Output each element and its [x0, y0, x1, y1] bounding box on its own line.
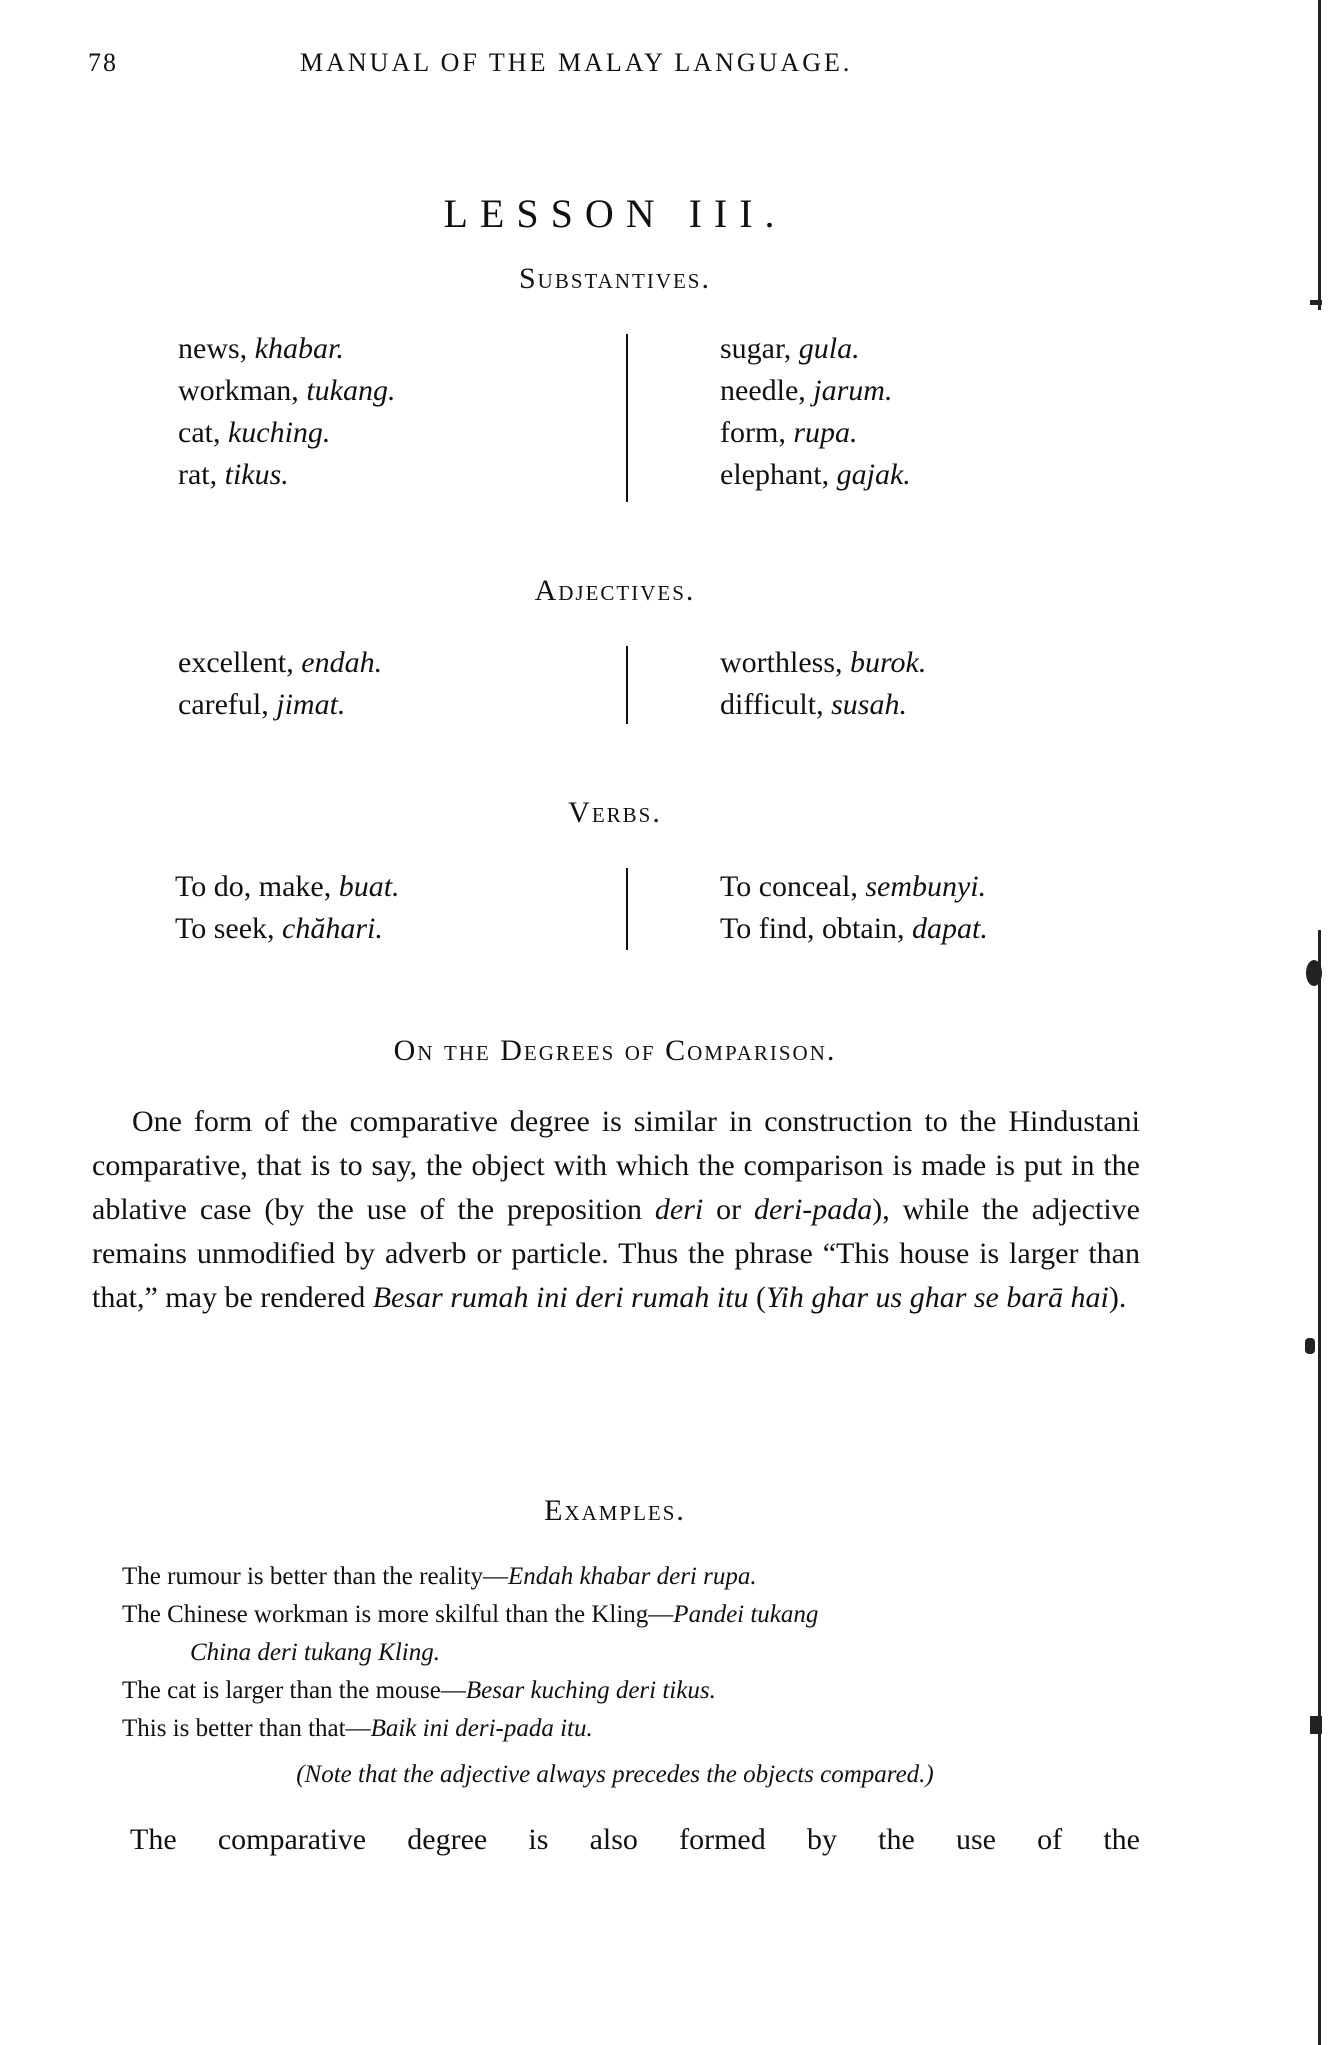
edge-mark	[1310, 300, 1322, 305]
malay-word: gajak.	[836, 458, 911, 491]
malay-word: gula.	[798, 332, 860, 365]
vocab-item	[720, 412, 911, 454]
malay-word: chăhari.	[282, 912, 383, 945]
english-word: worthless,	[720, 646, 850, 679]
example-line	[122, 1558, 818, 1596]
example-english: This is better than that—	[122, 1715, 371, 1742]
english-word: elephant,	[720, 458, 837, 491]
example-line	[122, 1710, 818, 1748]
comparison-paragraph: One form of the comparative degree is similar in construction to the Hindustani comparative, that is to say, the object with which the comparison is made is put in the ablative case (by the use of the preposition deri or deri-pada), while the adjective remains unmodified by adverb or particle. Thus the phrase “This house is larger than that,” may be rendered Besar rumah ini deri rumah itu (Yih ghar us ghar se barā hai).	[92, 1105, 1140, 1314]
italic-term: Yih ghar us ghar se barā hai	[766, 1281, 1109, 1314]
example-malay: Baik ini deri-pada itu.	[370, 1715, 593, 1742]
examples-note: (Note that the adjective always precedes the objects compared.)	[296, 1761, 934, 1788]
malay-word: jimat.	[276, 688, 346, 721]
examples-heading: Examples.	[544, 1494, 686, 1527]
substantives-left-list	[178, 328, 395, 496]
verbs-left-list	[175, 866, 400, 950]
vocab-item	[175, 866, 400, 908]
vocab-item	[720, 642, 926, 684]
example-line	[122, 1596, 818, 1634]
edge-mark	[1310, 1716, 1322, 1734]
column-divider	[626, 334, 628, 502]
vocab-item	[720, 328, 911, 370]
english-word: To find, obtain,	[720, 912, 913, 945]
italic-term: deri-pada	[753, 1193, 873, 1226]
malay-word: endah.	[301, 646, 383, 679]
malay-word: kuching.	[227, 416, 331, 449]
vocab-item	[178, 642, 382, 684]
page-edge-line	[1318, 0, 1321, 310]
english-word: To seek,	[175, 912, 283, 945]
english-word: news,	[178, 332, 255, 365]
adjectives-heading: Adjectives.	[534, 574, 696, 607]
adjectives-left-list	[178, 642, 382, 726]
vocab-item	[178, 684, 382, 726]
english-word: To do, make,	[175, 870, 339, 903]
example-line	[122, 1634, 818, 1672]
adjectives-right-list	[720, 642, 926, 726]
vocab-item	[175, 908, 400, 950]
comparison-heading: On the Degrees of Comparison.	[393, 1034, 837, 1067]
english-word: form,	[720, 416, 794, 449]
vocab-item	[720, 454, 911, 496]
english-word: careful,	[178, 688, 277, 721]
example-malay: Pandei tukang	[673, 1601, 819, 1628]
english-word: needle,	[720, 374, 814, 407]
verbs-heading: Verbs.	[568, 796, 662, 829]
malay-word: tikus.	[224, 458, 289, 491]
malay-word: tukang.	[306, 374, 396, 407]
vocab-item	[720, 866, 988, 908]
vocab-item	[720, 370, 911, 412]
english-word: rat,	[178, 458, 225, 491]
example-english: The rumour is better than the reality—	[122, 1563, 508, 1590]
example-line	[122, 1672, 818, 1710]
english-word: excellent,	[178, 646, 302, 679]
vocab-item	[178, 370, 395, 412]
malay-word: buat.	[338, 870, 400, 903]
lesson-title: LESSON III.	[443, 191, 787, 236]
english-word: sugar,	[720, 332, 799, 365]
column-divider	[626, 868, 628, 950]
edge-mark	[1305, 1338, 1315, 1354]
example-malay: Endah khabar deri rupa.	[508, 1563, 757, 1590]
malay-word: khabar.	[254, 332, 344, 365]
example-english: The Chinese workman is more skilful than the Kling—	[122, 1601, 674, 1628]
malay-word: jarum.	[813, 374, 893, 407]
substantives-right-list	[720, 328, 911, 496]
example-malay: China deri tukang Kling.	[190, 1639, 440, 1666]
english-word: cat,	[178, 416, 228, 449]
malay-word: dapat.	[912, 912, 988, 945]
malay-word: susah.	[831, 688, 907, 721]
examples-list	[122, 1558, 818, 1748]
vocab-item	[178, 412, 395, 454]
example-malay: Besar kuching deri tikus.	[465, 1677, 716, 1704]
example-english: The cat is larger than the mouse—	[122, 1677, 466, 1704]
verbs-right-list	[720, 866, 988, 950]
running-title: MANUAL OF THE MALAY LANGUAGE.	[300, 48, 853, 77]
vocab-item	[178, 454, 395, 496]
english-word: difficult,	[720, 688, 832, 721]
vocab-item	[720, 684, 926, 726]
page-edge-line	[1318, 930, 1321, 2045]
closing-line: The comparative degree is also formed by the use of the	[130, 1823, 1140, 1856]
malay-word: sembunyi.	[865, 870, 987, 903]
italic-term: Besar rumah ini deri rumah itu	[372, 1281, 749, 1314]
substantives-heading: Substantives.	[518, 262, 711, 295]
italic-term: deri	[654, 1193, 704, 1226]
edge-mark	[1306, 960, 1322, 986]
malay-word: burok.	[850, 646, 927, 679]
vocab-item	[178, 328, 395, 370]
column-divider	[626, 646, 628, 724]
malay-word: rupa.	[793, 416, 858, 449]
english-word: To conceal,	[720, 870, 866, 903]
page-number: 78	[88, 48, 118, 77]
vocab-item	[720, 908, 988, 950]
english-word: workman,	[178, 374, 307, 407]
